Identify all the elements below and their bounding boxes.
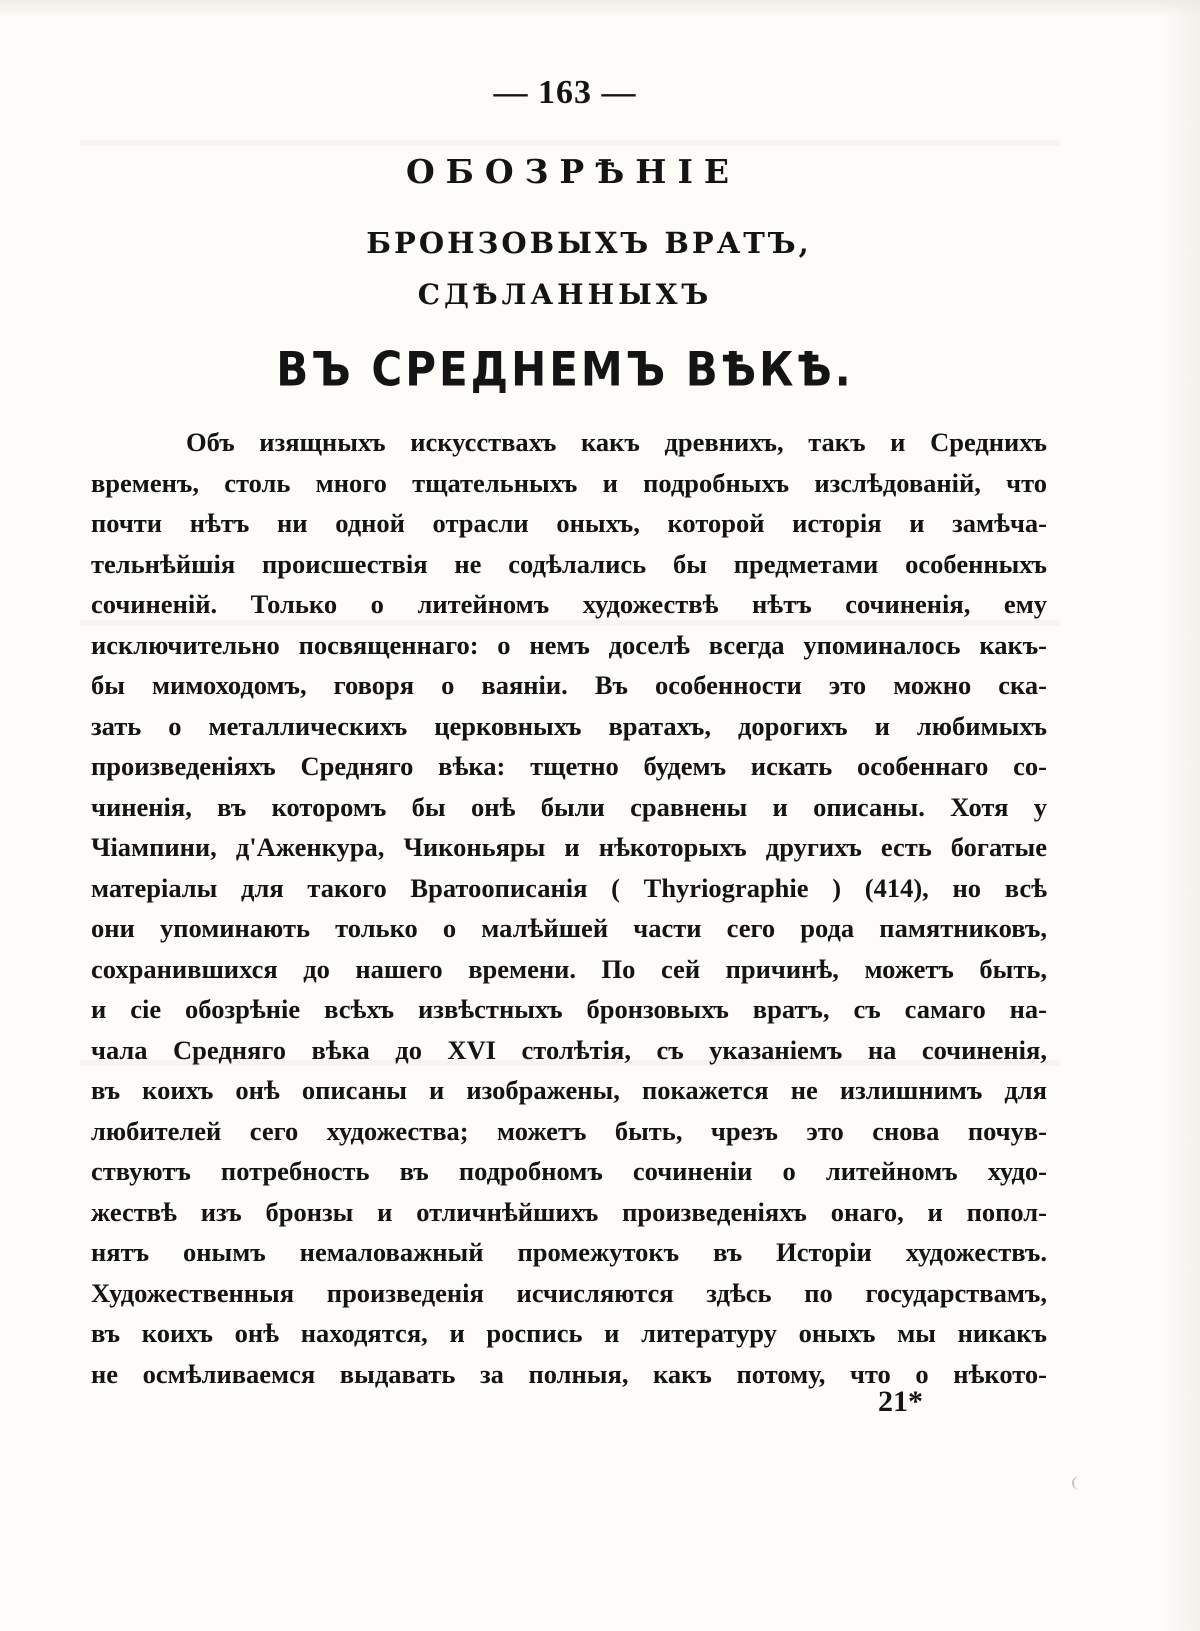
text-line: ствуютъ потребность въ подробномъ сочиненіи о литейномъ худо- (91, 1156, 1047, 1186)
text-line: и сіе обозрѣніе всѣхъ извѣстныхъ бронзовыхъ вратъ, съ самаго на- (91, 994, 1047, 1024)
heading-subtitle: СДѢЛАННЫХЪ (417, 278, 713, 311)
page-top-shadow (0, 0, 1200, 18)
text-line: въ коихъ онѣ находятся, и роспись и литературу оныхъ мы никакъ (91, 1318, 1047, 1348)
text-line: нятъ онымъ немаловажный промежутокъ въ Исторіи художествъ. (91, 1237, 1047, 1267)
text-line: они упоминають только о малѣйшей части сего рода памятниковъ, (91, 913, 1047, 943)
text-line: любителей сего художества; можетъ быть, чрезъ это снова почув- (91, 1115, 1047, 1146)
text-line: произведеніяхъ Средняго вѣка: тщетно будемъ искать особеннаго со- (91, 751, 1047, 781)
heading-main: ВЪ СРЕДНЕМЪ ВѢКѢ. (276, 342, 854, 397)
text-line: бы мимоходомъ, говоря о ваяніи. Въ особенности это можно ска- (91, 670, 1047, 700)
text-line: Чіампини, д'Аженкура, Чиконьяры и нѣкоторыхъ другихъ есть богатые (91, 832, 1047, 862)
text-line: зать о металлическихъ церковныхъ вратахъ, дорогихъ и любимыхъ (91, 710, 1047, 741)
text-line: почти нѣтъ ни одной отрасли оныхъ, которой исторія и замѣча- (91, 508, 1047, 538)
page-number: — 163 — (493, 74, 637, 111)
text-line: временъ, столь много тщательныхъ и подробныхъ изслѣдованій, что (91, 467, 1047, 498)
body-paragraph (91, 422, 1047, 1394)
page-edge-shadow (1160, 0, 1200, 1631)
text-line: не осмѣливаемся выдавать за полныя, какъ потому, что о нѣкото- (91, 1358, 1047, 1389)
text-line: исключительно посвященнаго: о немъ доселѣ всегда упоминалось какъ- (91, 629, 1047, 660)
text-line: Объ изящныхъ искусствахъ какъ древнихъ, такъ и Среднихъ (186, 427, 1047, 457)
text-line: сохранившихся до нашего времени. По сей причинѣ, можетъ быть, (91, 953, 1047, 984)
text-line: сочиненій. Только о литейномъ художествѣ нѣтъ сочиненія, ему (91, 589, 1047, 619)
text-line: въ коихъ онѣ описаны и изображены, покажется не излишнимъ для (91, 1075, 1047, 1105)
signature-mark: 21* (878, 1385, 923, 1418)
heading-subtitle: БРОНЗОВЫХЪ ВРАТЪ, (366, 226, 812, 260)
text-line: чала Средняго вѣка до XVI столѣтія, съ указаніемъ на сочиненія, (91, 1034, 1047, 1065)
show-through-line (80, 140, 1060, 146)
text-line: тельнѣйшія происшествія не содѣлались бы предметами особенныхъ (91, 548, 1047, 579)
paper-mark (1072, 1476, 1088, 1490)
text-line: чиненія, въ которомъ бы онѣ были сравнены и описаны. Хотя у (91, 791, 1047, 822)
text-line: жествѣ изъ бронзы и отличнѣйшихъ произведеніяхъ онаго, и попол- (91, 1196, 1047, 1227)
text-line: Художественныя произведенія исчисляются здѣсь по государствамъ, (91, 1277, 1047, 1308)
text-line: матеріалы для такого Вратоописанія ( Thyriographie ) (414), но всѣ (91, 872, 1047, 903)
heading-title: ОБОЗРѢНІЕ (405, 152, 741, 191)
